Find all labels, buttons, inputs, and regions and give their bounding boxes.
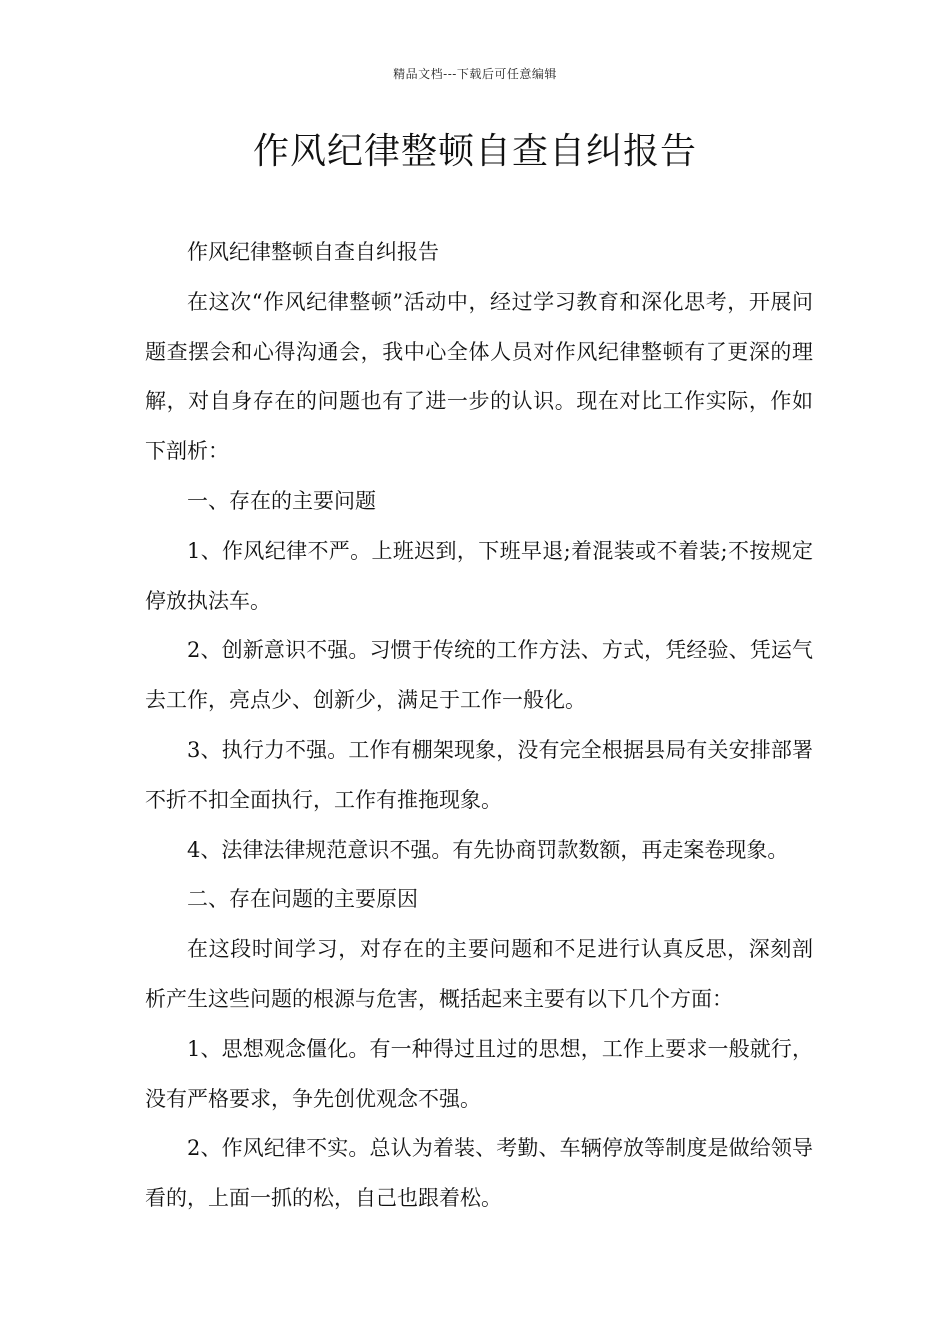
body-paragraph: 2、作风纪律不实。总认为着装、考勤、车辆停放等制度是做给领导看的，上面一抓的松，自己也跟着松。 (145, 1136, 813, 1211)
document-title: 作风纪律整顿自查自纠报告 (252, 131, 697, 172)
body-paragraph: 1、作风纪律不严。上班迟到，下班早退;着混装或不着装;不按规定停放执法车。 (145, 538, 813, 613)
body-paragraph: 1、思想观念僵化。有一种得过且过的思想，工作上要求一般就行，没有严格要求，争先创优观念不强。 (145, 1036, 813, 1111)
body-paragraph: 在这次“作风纪律整顿”活动中，经过学习教育和深化思考，开展问题查摆会和心得沟通会，我中心全体人员对作风纪律整顿有了更深的理解，对自身存在的问题也有了进一步的认识。现在对比工作实际，作如下剖析： (145, 289, 813, 464)
body-paragraph: 2、创新意识不强。习惯于传统的工作方法、方式，凭经验、凭运气去工作，亮点少、创新少，满足于工作一般化。 (145, 638, 813, 713)
body-paragraph: 在这段时间学习，对存在的主要问题和不足进行认真反思，深刻剖析产生这些问题的根源与危害，概括起来主要有以下几个方面： (145, 937, 813, 1011)
section-heading: 一、存在的主要问题 (187, 488, 376, 513)
document-body (145, 228, 813, 1224)
body-paragraph: 作风纪律整顿自查自纠报告 (187, 240, 439, 264)
body-paragraph: 4、法律法律规范意识不强。有先协商罚款数额，再走案卷现象。 (187, 837, 789, 862)
body-paragraph: 3、执行力不强。工作有棚架现象，没有完全根据县局有关安排部署不折不扣全面执行，工作有推拖现象。 (145, 737, 813, 812)
header-note: 精品文档---下载后可任意编辑 (393, 67, 557, 81)
section-heading: 二、存在问题的主要原因 (187, 887, 418, 912)
